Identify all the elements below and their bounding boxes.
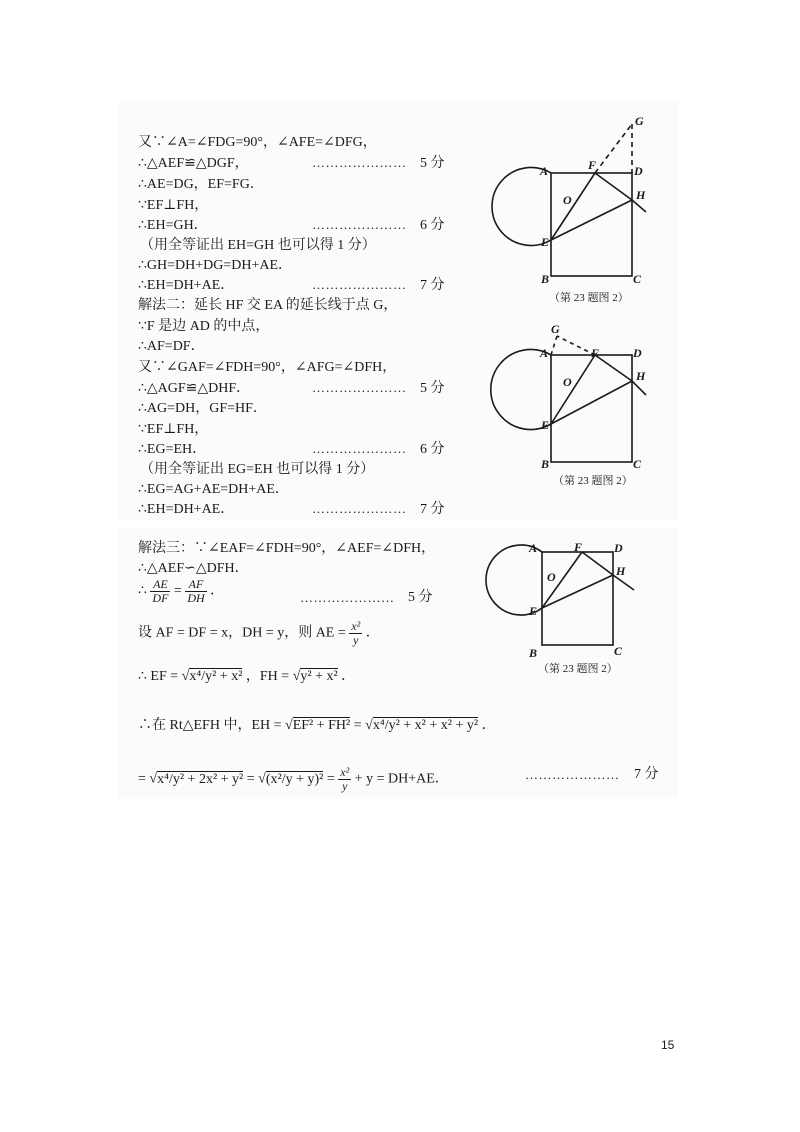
fig2-label-d: D: [633, 346, 642, 360]
m1-line-1: 又∵∠A=∠FDG=90°，∠AFE=∠DFG，: [138, 135, 377, 150]
fig2-label-a: A: [540, 346, 549, 360]
fraction-x2-y-2: $\frac{\text{x²}}{y}$: [340, 765, 350, 793]
radicand-fh: y² + x²: [300, 669, 338, 684]
fig2-label-o: O: [563, 375, 572, 389]
fig3-label-f: F: [574, 540, 583, 554]
m2-line-7: ∵EF⊥FH，: [138, 422, 209, 437]
m1-line-5: ∴EH=GH．: [138, 218, 208, 233]
fig1-label-d: D: [634, 164, 643, 178]
m1-score-6: 6 分: [420, 218, 445, 233]
m2-score-7: 7 分: [420, 502, 445, 517]
equals: =: [246, 771, 255, 787]
fig1-caption: （第 23 题图 2）: [549, 292, 629, 304]
fig2-label-f: F: [591, 346, 600, 360]
period: ．: [365, 625, 380, 641]
fig3-label-d: D: [614, 541, 623, 555]
radicand-1: EF² + FH²: [292, 718, 351, 733]
m2-dots-3: …………………: [312, 501, 407, 516]
radicand-3: x⁴/y² + 2x² + y²: [157, 771, 244, 787]
page-number: 15: [661, 1038, 675, 1052]
rt-eh-text: ∴在 Rt△EFH 中，EH =: [138, 718, 282, 733]
m1-line-6: （用全等证出 EH=GH 也可以得 1 分）: [140, 238, 376, 253]
m1-dots-1: …………………: [312, 155, 407, 170]
m1-dots-3: …………………: [312, 277, 407, 292]
fig1-label-b: B: [541, 272, 550, 286]
fig1-label-e: E: [541, 235, 550, 249]
m1-score-7: 7 分: [420, 278, 445, 293]
m2-line-5: ∴△AGF≌△DHF．: [138, 381, 251, 396]
fig1-label-h: H: [636, 188, 646, 202]
m3-let-text: 设 AF = DF = x，DH = y，则 AE =: [138, 625, 346, 641]
m2-line-6: ∴AG=DH，GF=HF．: [138, 401, 267, 416]
fig3-label-a: A: [529, 541, 538, 555]
m2-line-4: 又∵∠GAF=∠FDH=90°，∠AFG=∠DFH，: [138, 360, 397, 375]
fig3-label-b: B: [529, 646, 538, 660]
radicand-4: (x²/y + y)²: [265, 771, 324, 787]
m1-score-5: 5 分: [420, 156, 445, 171]
equals: =: [138, 771, 146, 787]
therefore-symbol: ∴: [138, 583, 147, 599]
sqrt-symbol: √: [181, 669, 190, 684]
m2-line-10: ∴EG=AG+AE=DH+AE．: [138, 482, 289, 497]
fig2-label-g: G: [551, 322, 560, 336]
fraction-ae-df: $\frac{AE}{DF}$: [152, 577, 169, 605]
m2-line-2: ∵F 是边 AD 的中点，: [138, 319, 270, 334]
sqrt-symbol: √: [285, 718, 293, 733]
equals: =: [353, 718, 362, 733]
fig3-label-h: H: [616, 564, 626, 578]
m2-line-1: 解法二：延长 HF 交 EA 的延长线于点 G，: [138, 298, 398, 313]
sqrt-symbol: √: [365, 718, 373, 733]
m3-score-5: 5 分: [408, 590, 433, 605]
sqrt-symbol: √: [292, 669, 301, 684]
m2-line-3: ∴AF=DF．: [138, 339, 205, 354]
m2-dots-1: …………………: [312, 380, 407, 395]
m2-line-8: ∴EG=EH．: [138, 442, 207, 457]
equals: =: [173, 583, 182, 599]
ef-label: ∴ EF =: [138, 669, 179, 684]
m1-dots-2: …………………: [312, 217, 407, 232]
sqrt-symbol: √: [149, 771, 158, 787]
fig2-label-e: E: [541, 418, 550, 432]
m3-dots-1: …………………: [300, 590, 395, 605]
m1-line-7: ∴GH=DH+DG=DH+AE．: [138, 258, 293, 273]
m1-line-8: ∴EH=DH+AE．: [138, 278, 235, 293]
m2-dots-2: …………………: [312, 441, 407, 456]
fig1-label-o: O: [563, 193, 572, 207]
period: ．: [481, 718, 496, 733]
fraction-x2-y: $\frac{\text{x²}}{y}$: [351, 619, 361, 647]
fig2-label-b: B: [541, 457, 550, 471]
m1-line-3: ∴AE=DG，EF=FG．: [138, 177, 264, 192]
fig1-label-g: G: [635, 114, 644, 128]
radicand-ef: x⁴/y² + x²: [189, 669, 243, 684]
fig1-label-c: C: [633, 272, 642, 286]
fig2-label-h: H: [636, 369, 646, 383]
fig2-caption: （第 23 题图 2）: [553, 475, 633, 487]
fig1-label-f: F: [588, 158, 597, 172]
m3-line-1: 解法三：∵∠EAF=∠FDH=90°，∠AEF=∠DFH，: [138, 541, 436, 556]
m2-line-11: ∴EH=DH+AE．: [138, 502, 235, 517]
radicand-2: x⁴/y² + x² + x² + y²: [372, 718, 479, 733]
fig1-label-a: A: [540, 164, 549, 178]
period: ．: [341, 669, 356, 684]
m1-line-2: ∴△AEF≌△DGF，: [138, 156, 249, 171]
sqrt-symbol: √: [258, 771, 266, 787]
fig2-label-c: C: [633, 457, 642, 471]
m3-line-2: ∴△AEF∽△DFH．: [138, 561, 249, 576]
m1-line-4: ∵EF⊥FH，: [138, 198, 209, 213]
m2-score-6: 6 分: [420, 442, 445, 457]
fig3-label-e: E: [529, 604, 538, 618]
fig3-label-o: O: [547, 570, 556, 584]
m3-dots-2: …………………: [525, 767, 620, 782]
fig3-caption: （第 23 题图 2）: [538, 663, 618, 675]
m2-score-5: 5 分: [420, 381, 445, 396]
m3-score-7: 7 分: [634, 767, 659, 782]
equals: =: [326, 771, 335, 787]
fig3-label-c: C: [614, 644, 623, 658]
fh-label: ，FH =: [245, 669, 290, 684]
period: ．: [210, 583, 225, 599]
m3-final-text: + y = DH+AE．: [354, 771, 449, 787]
m2-line-9: （用全等证出 EG=EH 也可以得 1 分）: [140, 462, 375, 477]
fraction-af-dh: $\frac{AF}{DH}$: [187, 577, 205, 605]
